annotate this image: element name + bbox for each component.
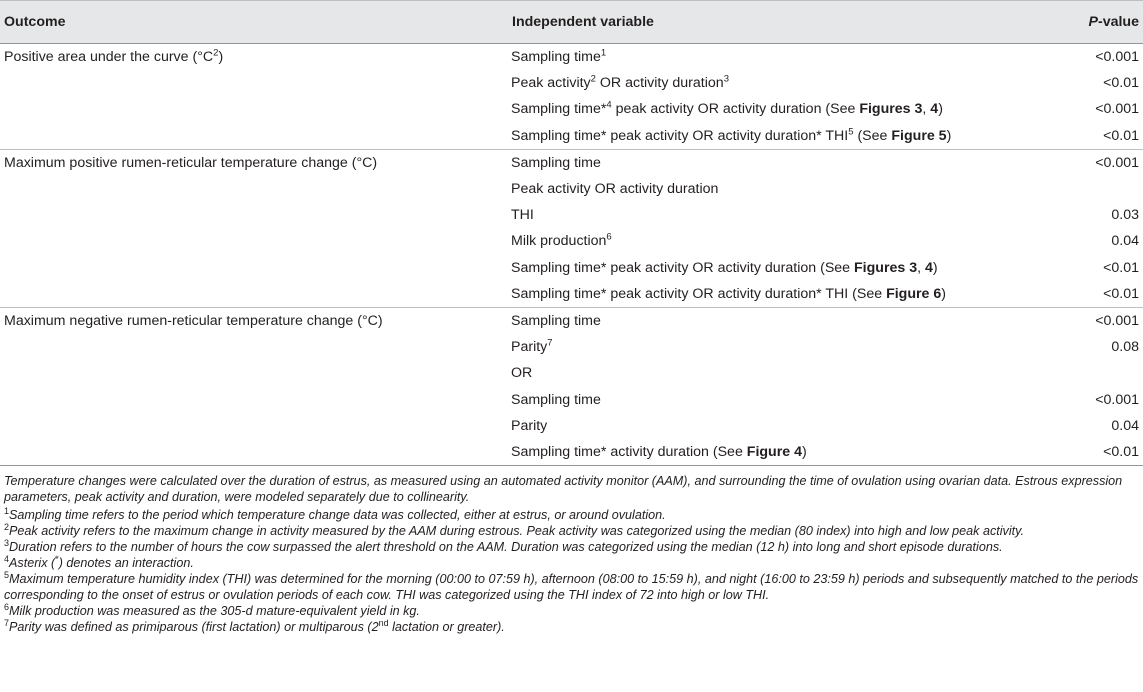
superscript: * [55,553,59,564]
header-p-value [1053,1,1143,44]
cell-independent-variable: Sampling time* peak activity OR activity duration* THI$^5$ (See Figure 5) [511,125,952,144]
cell-p-value: <0.001 [1095,101,1139,118]
cell-outcome [0,202,508,228]
cell-outcome: Positive area under the curve $(^\circ C^2)$ [4,47,224,66]
cell-p-value: <0.001 [1095,391,1139,408]
cell-p-value: <0.01 [1103,259,1139,276]
cell-p-value: 0.03 [1111,207,1139,224]
footnote-marker: 5 [4,569,10,580]
table-row [0,202,1143,228]
cell-outcome [0,439,508,466]
cell-p-value: 0.04 [1111,417,1139,434]
cell-independent-variable: Peak activity$^2$ OR activity duration$^3$ [511,73,729,92]
superscript: 6 [606,231,612,243]
footnote: $^3$Duration refers to the number of hours the cow surpassed the alert threshold on the AAM. Duration was categorized using the median (12 h) into long and short episode durations. [4,537,1003,554]
cell-p-value: <0.001 [1053,307,1143,334]
cell-independent-variable: Sampling time* peak activity OR activity duration* THI (See Figure 6) [511,285,946,302]
header-independent-variable: Independent variable [508,1,1053,44]
figure-reference: Figure 5 [891,127,947,144]
cell-outcome [0,70,508,96]
cell-p-value: 0.04 [1111,233,1139,250]
figure-reference: 4 [930,101,939,118]
figure-reference: Figure 6 [886,285,942,302]
footnote-marker: 3 [4,537,10,548]
superscript: nd [378,617,389,628]
cell-independent-variable: Sampling time [511,391,601,408]
table-header [0,1,1143,44]
table-row [0,70,1143,96]
header-row [0,1,1143,44]
cell-p-value: <0.001 [1053,149,1143,176]
superscript: 2 [213,47,219,59]
figure-reference: Figures 3 [854,259,918,276]
footnote: $^5$Maximum temperature humidity index (THI) was determined for the morning (00:00 to 07:59 h), afternoon (08:00 to 15:59 h), and night (16:00 to 23:59 h) periods and subsequently matched to the periods corresponding to the onset of estrus or ovulation periods of each cow. THI was categorized using the THI index of 72 into high or low THI. [4,569,1139,602]
superscript: 5 [848,125,854,137]
cell-outcome [0,255,508,281]
cell-p-value: <0.01 [1103,75,1139,92]
header-p-letter: P [1088,14,1098,30]
cell-p-value: <0.001 [1095,49,1139,66]
footnote-marker: 1 [4,505,10,516]
table-notes [0,473,1143,635]
cell-p-value: <0.01 [1053,439,1143,466]
header-outcome: Outcome [0,1,508,44]
footnote-marker: 7 [4,617,10,628]
table-row [0,228,1143,254]
cell-outcome [0,96,508,122]
footnote: $^6$Milk production was measured as the 305-d mature-equivalent yield in kg. [4,601,420,618]
cell-outcome: Maximum positive rumen-reticular temperature change (°C) [0,149,508,176]
table-body [0,44,1143,466]
superscript: 2 [590,73,596,85]
table-row [0,96,1143,122]
cell-p-value [1053,176,1143,202]
table-row [0,255,1143,281]
table-row [0,176,1143,202]
cell-outcome [0,386,508,412]
cell-independent-variable: Sampling time* peak activity OR activity duration (See Figures 3, 4) [511,259,938,276]
notes-intro: Temperature changes were calculated over the duration of estrus, as measured using an automated activity monitor (AAM), and surrounding the time of ovulation using ovarian data. Estrous expression parameters, peak activity and duration, were modeled separately due to collinearity. [4,474,1123,504]
footnote: $^7$Parity was defined as primiparous (first lactation) or multiparous (2nd lactation or greater). [4,617,505,634]
cell-independent-variable: Milk production$^6$ [511,231,612,250]
superscript: 4 [606,99,612,111]
cell-p-value: 0.08 [1111,339,1139,356]
cell-independent-variable: Peak activity OR activity duration [511,181,719,198]
table-row [0,281,1143,308]
cell-independent-variable: Sampling time [508,149,1053,176]
cell-independent-variable: Sampling time* activity duration (See Figure 4) [508,439,1053,466]
table-row [0,439,1143,466]
figure-reference: Figures 3 [859,101,923,118]
cell-p-value: <0.01 [1103,127,1139,144]
cell-independent-variable: Sampling time*$^4$ peak activity OR activity duration (See Figures 3, 4) [511,99,943,118]
footnote: $^2$Peak activity refers to the maximum change in activity measured by the AAM during estrous. Peak activity was categorized using the median (80 index) into high and low peak activity. [4,521,1025,538]
figure-reference: Figure 4 [746,443,802,460]
footnote-marker: 6 [4,601,10,612]
table-row [0,44,1143,71]
table-row [0,123,1143,150]
superscript: 1 [600,47,607,59]
table-row [0,413,1143,439]
cell-outcome [0,360,508,386]
superscript: 7 [547,337,553,349]
header-p-suffix: -value [1097,14,1139,30]
cell-outcome [0,228,508,254]
cell-outcome: Maximum negative rumen-reticular temperature change (°C) [0,307,508,334]
table-row [0,360,1143,386]
cell-outcome [0,413,508,439]
footnote-marker: 4 [4,553,10,564]
cell-independent-variable: THI [511,207,534,224]
cell-p-value [1053,360,1143,386]
cell-p-value: <0.01 [1103,285,1139,302]
footnote: $^4$Asterix (*) denotes an interaction. [4,553,194,570]
cell-independent-variable: Parity$^7$ [511,337,553,356]
figure-reference: 4 [924,259,933,276]
footnote-marker: 2 [4,521,10,532]
cell-outcome [0,123,508,150]
table-row [0,334,1143,360]
table-row [0,307,1143,334]
cell-independent-variable: Parity [511,417,548,434]
table-row [0,149,1143,176]
cell-independent-variable: Sampling time$^1$ [511,47,607,66]
cell-outcome [0,176,508,202]
footnote: $^1$Sampling time refers to the period which temperature change data was collected, either at estrus, or around ovulation. [4,505,666,522]
cell-outcome [0,334,508,360]
cell-independent-variable: OR [511,365,533,382]
cell-independent-variable: Sampling time [508,307,1053,334]
superscript: 3 [723,73,729,85]
cell-outcome [0,281,508,308]
footnote-list [4,507,1139,635]
table-row [0,386,1143,412]
